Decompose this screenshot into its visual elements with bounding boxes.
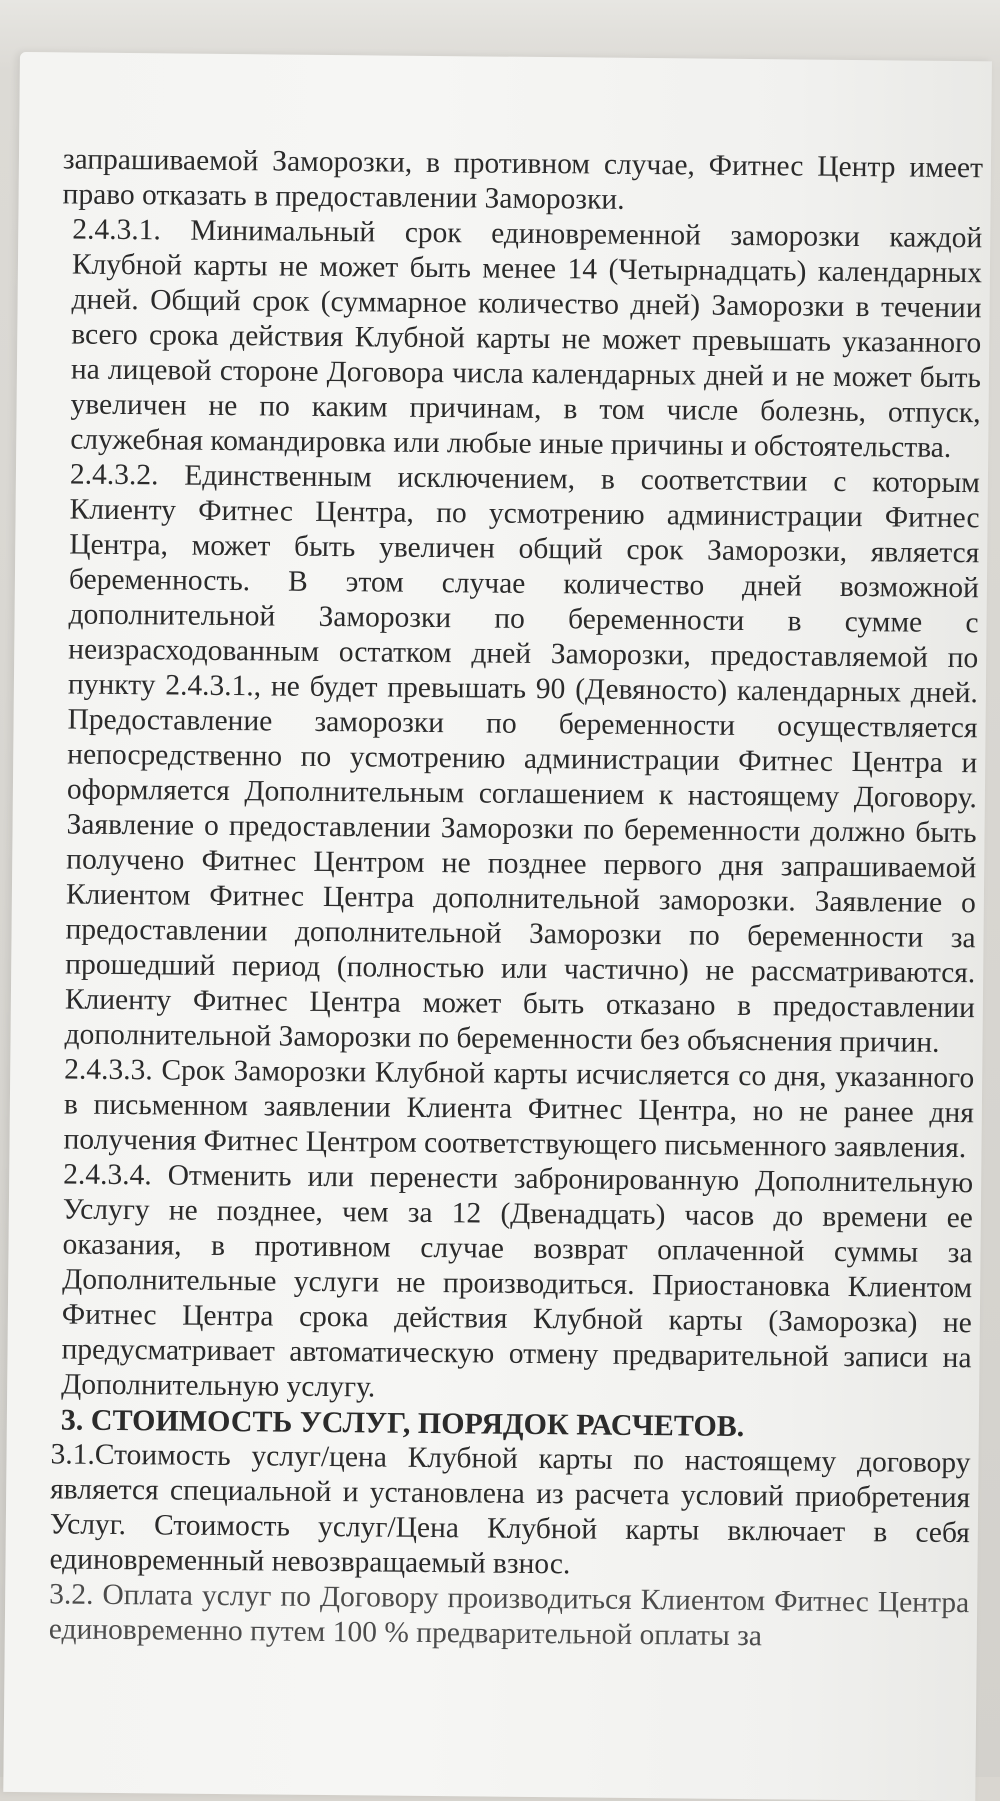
paragraph-2-4-3-2: 2.4.3.2. Единственным исключением, в соответствии с которым Клиенту Фитнес Центра, по усмотрению администрации Фитнес Центра, может быть увеличен общий срок Заморозки, является беременность. В этом случае количество дней возможной дополнительной Заморозки по беременности в сумме с неизрасходованным остатком дней Заморозки, предоставляемой по пункту 2.4.3.1., не будет превышать 90 (Девяносто) календарных дней. Предоставление заморозки по беременности осуществляется непосредственно по усмотрению администрации Фитнес Центра и оформляется Дополнительным соглашением к настоящему Договору. Заявление о предоставлении Заморозки по беременности должно быть получено Фитнес Центром не позднее первого дня запрашиваемой Клиентом Фитнес Центра дополнительной заморозки. Заявление о предоставлении дополнительной Заморозки по беременности за прошедший период (полностью или частично) не рассматриваются. Клиенту Фитнес Центра может быть отказано в предоставлении дополнительной Заморозки по беременности без объяснения причин. [64,458,981,1059]
paragraph-2-4-3-4: 2.4.3.4. Отменить или перенести забронированную Дополнительную Услугу не позднее, чем за 12 (Двенадцать) часов до времени ее оказания, в противном случае возврат оплаченной суммы за Дополнительные услуги не производиться. Приостановка Клиентом Фитнес Центра срока действия Клубной карты (Заморозка) не предусматривает автоматическую отмену предварительной записи на Дополнительную услугу. [61,1158,974,1404]
paragraph-continuation: запрашиваемой Заморозки, в противном случае, Фитнес Центр имеет право отказать в предоставлении Заморозки. [62,143,984,216]
paragraph-3-2: 3.2. Оплата услуг по Договору производиться Клиентом Фитнес Центра единовременно путем 100 % предварительной оплаты за [48,1578,970,1653]
paragraph-2-4-3-3: 2.4.3.3. Срок Заморозки Клубной карты исчисляется со дня, указанного в письменном заявлении Клиента Фитнес Центра, но не ранее дня получения Фитнес Центром соответствующего письменного заявления. [63,1053,975,1165]
document-body [49,142,983,1656]
paragraph-2-4-3-1: 2.4.3.1. Минимальный срок единовременной заморозки каждой Клубной карты не может быть менее 14 (Четырнадцать) календарных дней. Общий срок (суммарное количество дней) Заморозки в течении всего срока действия Клубной карты не может превышать указанного на лицевой стороне Договора числа календарных дней и не может быть увеличен не по каким причинам, в том числе болезнь, отпуск, служебная командировка или любые иные причины и обстоятельства. [70,213,983,464]
paragraph-3-1: 3.1.Стоимость услуг/цена Клубной карты по настоящему договору является специальной и установлена из расчета условий приобретения Услуг. Стоимость услуг/Цена Клубной карты включает в себя единовременный невозвращаемый взнос. [49,1438,971,1581]
section-heading: 3. СТОИМОСТЬ УСЛУГ, ПОРЯДОК РАСЧЕТОВ. [60,1403,745,1444]
paper-sheet [3,52,992,1801]
